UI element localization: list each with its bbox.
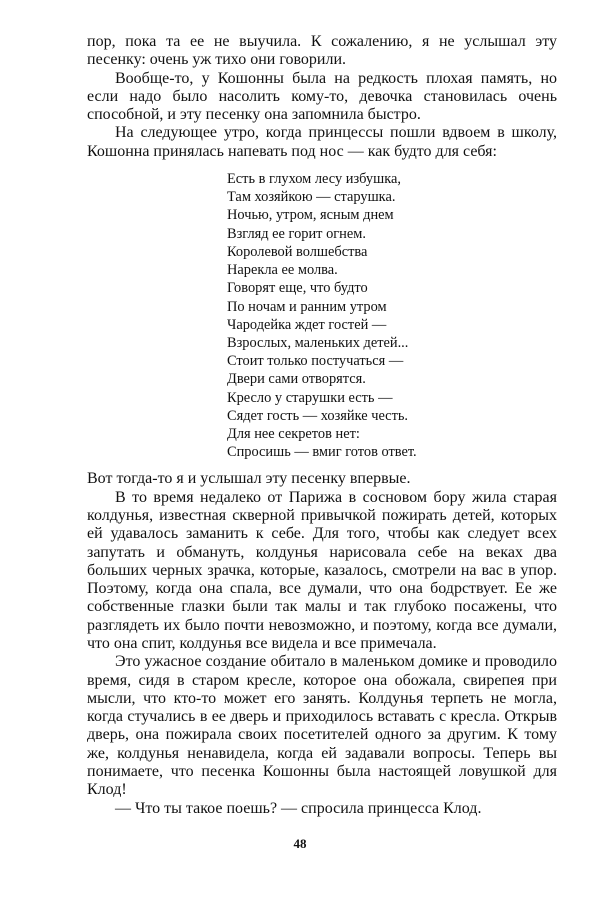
poem-line: Стоит только постучаться — [227,353,404,370]
poem-line: Там хозяйкою — старушка. [227,189,396,206]
poem-line: Спросишь — вмиг готов ответ. [227,444,417,461]
page-body [87,33,557,818]
poem-line: Чародейка ждет гостей — [227,316,387,333]
poem-line: Для нее секретов нет: [227,425,360,442]
poem-line: Ночью, утром, ясным днем [227,207,394,224]
poem-line: Взрослых, маленьких детей... [227,334,409,351]
paragraph: Это ужасное создание обитало в маленьком домике и проводило время, сидя в старом кресле, которое она обожала, свирепея при мысли, что кто-то может его занять. Колдунья терпеть не могла, когда стучались в ее дверь и приходилось вставать с кресла. Открыв дверь, она пожирала своих посетителей одного за другим. К тому же, колдунья ненавидела, когда ей задавали вопросы. Теперь вы понимаете, что песенка Кошонны была настоящей ловушкой для Клод! [87,653,557,799]
poem-line: Сядет гость — хозяйке честь. [227,407,409,424]
poem [227,170,557,461]
paragraph: На следующее утро, когда принцессы пошли вдвоем в школу, Кошонна принялась напевать под нос — как будто для себя: [87,124,557,160]
page-number: 48 [293,836,307,851]
paragraph: Вообще-то, у Кошонны была на редкость плохая память, но если надо было насолить кому-то, девочка становилась очень способной, и эту песенку она запомнила быстро. [87,69,557,124]
poem-line: Королевой волшебства [227,243,368,260]
poem-line: По ночам и ранним утром [227,298,387,315]
poem-line: Говорят еще, что будто [227,280,368,297]
paragraph: В то время недалеко от Парижа в сосновом бору жила старая колдунья, известная скверной привычкой пожирать детей, которых ей удавалось заманить к себе. Для того, чтобы как следует всех запутать и обмануть, колдунья нарисовала себе на веках два больших черных зрачка, которые, казалось, смотрели на вас в упор. Поэтому, когда она спала, все думали, что она бодрствует. Ее же собственные глазки были так малы и так глубоко посажены, что разглядеть их было почти невозможно, и поэтому, когда все думали, что она спит, колдунья все видела и все примечала. [87,488,557,652]
poem-line: Нарекла ее молва. [227,262,338,279]
dialogue-line: — Что ты такое поешь? — спросила принцесса Клод. [115,799,482,817]
poem-line: Взгляд ее горит огнем. [227,225,366,242]
poem-line: Есть в глухом лесу избушка, [227,171,401,188]
paragraph: пор, пока та ее не выучила. К сожалению, я не услышал эту песенку: очень уж тихо они говорили. [87,33,557,69]
poem-line: Двери сами отворятся. [227,371,366,388]
paragraph: Вот тогда-то я и услышал эту песенку впервые. [87,470,411,488]
poem-line: Кресло у старушки есть — [227,389,393,406]
